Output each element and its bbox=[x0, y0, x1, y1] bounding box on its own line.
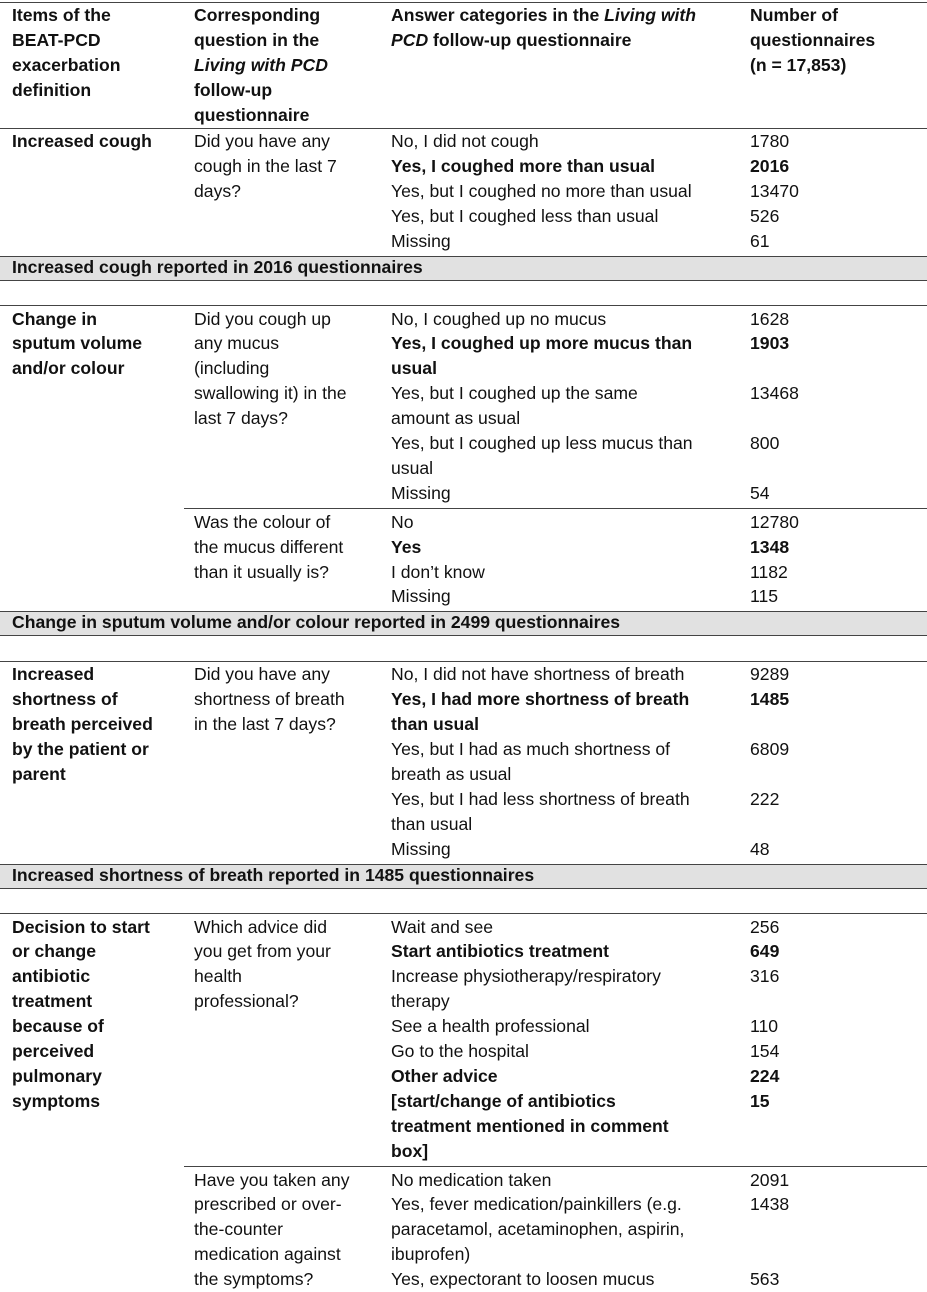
row-item-label: parent bbox=[12, 763, 66, 784]
answer-count: 13470 bbox=[750, 180, 799, 201]
row-question-text: (including bbox=[194, 358, 270, 379]
row-item-label: pulmonary bbox=[12, 1065, 102, 1086]
answer-category: Start antibiotics treatment bbox=[391, 941, 610, 962]
row-item-label: by the patient or bbox=[12, 739, 149, 759]
answer-count: 15 bbox=[750, 1090, 770, 1111]
answer-category: Wait and see bbox=[391, 916, 494, 937]
answer-count: 115 bbox=[750, 586, 779, 607]
answer-category: Go to the hospital bbox=[391, 1041, 529, 1061]
answer-category: No bbox=[391, 511, 414, 532]
answer-category: Increase physiotherapy/respiratory bbox=[391, 966, 661, 987]
header-question-label: question in the bbox=[194, 29, 320, 50]
answer-category: Missing bbox=[391, 586, 451, 607]
header-question-label: follow-up bbox=[194, 79, 273, 100]
answer-category: Yes, but I had less shortness of breath bbox=[391, 788, 690, 809]
row-question-text: you get from your bbox=[194, 941, 331, 962]
header-question-label: questionnaire bbox=[194, 104, 310, 125]
answer-count: 2091 bbox=[750, 1169, 790, 1190]
answer-category: No medication taken bbox=[391, 1169, 552, 1190]
answer-category: usual bbox=[391, 457, 434, 478]
answer-count: 1903 bbox=[750, 333, 790, 354]
answer-count: 649 bbox=[750, 941, 780, 962]
answer-count: 1438 bbox=[750, 1194, 790, 1215]
answer-count: 2016 bbox=[750, 155, 790, 176]
answer-category: therapy bbox=[391, 991, 450, 1012]
answer-count: 1485 bbox=[750, 689, 790, 710]
question-divider bbox=[184, 1166, 927, 1167]
row-question-text: Did you have any bbox=[194, 131, 330, 151]
row-item-label: antibiotic bbox=[12, 966, 91, 987]
row-question-text: Did you cough up bbox=[194, 308, 331, 329]
answer-category: Yes, but I coughed no more than usual bbox=[391, 180, 692, 201]
answer-count: 224 bbox=[750, 1065, 780, 1086]
answer-category: Yes, but I coughed up the same bbox=[391, 383, 638, 404]
answer-count: 1628 bbox=[750, 308, 790, 329]
row-question-text: the mucus different bbox=[194, 536, 344, 557]
row-item-label: Decision to start bbox=[12, 916, 150, 937]
summary-bottom-border bbox=[0, 635, 927, 636]
answer-category: Missing bbox=[391, 482, 451, 503]
answer-count: 1348 bbox=[750, 536, 790, 557]
row-item-label: perceived bbox=[12, 1041, 95, 1061]
answer-category: No, I did not have shortness of breath bbox=[391, 664, 685, 685]
row-item-label: symptoms bbox=[12, 1090, 100, 1111]
row-item-label: because of bbox=[12, 1016, 104, 1037]
row-item-label: and/or colour bbox=[12, 358, 125, 379]
answer-count: 13468 bbox=[750, 383, 799, 404]
row-question-text: shortness of breath bbox=[194, 689, 345, 710]
header-count-label: (n = 17,853) bbox=[750, 54, 847, 75]
row-question-text: health bbox=[194, 966, 242, 987]
row-question-text: in the last 7 days? bbox=[194, 714, 336, 735]
header-item-label: Items of the bbox=[12, 5, 111, 25]
answer-count: 800 bbox=[750, 433, 780, 453]
row-item-label: breath perceived bbox=[12, 714, 153, 735]
answer-category: I don’t know bbox=[391, 561, 485, 582]
summary-text: Increased shortness of breath reported in 1485 questionnaires bbox=[12, 864, 535, 885]
header-question-label: Living with PCD bbox=[194, 54, 328, 75]
row-item-label: or change bbox=[12, 941, 97, 962]
summary-text: Change in sputum volume and/or colour reported in 2499 questionnaires bbox=[12, 612, 621, 633]
row-question-text: Which advice did bbox=[194, 916, 327, 937]
row-question-text: last 7 days? bbox=[194, 408, 288, 429]
row-question-text: medication against bbox=[194, 1244, 341, 1265]
row-question-text: Was the colour of bbox=[194, 511, 331, 532]
row-question-text: swallowing it) in the bbox=[194, 383, 347, 404]
answer-category: than usual bbox=[391, 813, 473, 834]
answer-count: 110 bbox=[750, 1016, 779, 1037]
answer-category: Yes, but I coughed up less mucus than bbox=[391, 433, 693, 453]
answer-count: 256 bbox=[750, 916, 780, 937]
answer-count: 154 bbox=[750, 1041, 780, 1061]
answer-category: No, I did not cough bbox=[391, 131, 539, 151]
answer-category: usual bbox=[391, 358, 437, 379]
answer-category: than usual bbox=[391, 714, 479, 735]
row-question-text: cough in the last 7 bbox=[194, 155, 337, 176]
header-count-label: Number of bbox=[750, 5, 838, 25]
question-divider bbox=[184, 508, 927, 509]
row-question-text: professional? bbox=[194, 991, 299, 1012]
row-question-text: Did you have any bbox=[194, 664, 330, 685]
answer-category: [start/change of antibiotics bbox=[391, 1090, 616, 1111]
answer-category: treatment mentioned in comment bbox=[391, 1115, 669, 1136]
answer-category: No, I coughed up no mucus bbox=[391, 308, 607, 329]
answer-count: 54 bbox=[750, 482, 770, 503]
summary-text: Increased cough reported in 2016 questionnaires bbox=[12, 256, 423, 277]
answer-category: Other advice bbox=[391, 1065, 498, 1086]
header-item-label: BEAT-PCD bbox=[12, 29, 101, 50]
answer-category: amount as usual bbox=[391, 408, 521, 429]
header-answer-label: Answer categories in the Living with bbox=[391, 5, 697, 25]
row-question-text: any mucus bbox=[194, 333, 280, 354]
summary-bottom-border bbox=[0, 280, 927, 281]
answer-category: breath as usual bbox=[391, 763, 512, 784]
row-item-label: treatment bbox=[12, 991, 93, 1012]
answer-category: ibuprofen) bbox=[391, 1244, 471, 1265]
row-question-text: than it usually is? bbox=[194, 561, 329, 582]
answer-category: Yes, I coughed more than usual bbox=[391, 155, 655, 176]
answer-category: Yes bbox=[391, 536, 422, 557]
answer-category: Yes, but I had as much shortness of bbox=[391, 739, 671, 759]
answer-category: Yes, I had more shortness of breath bbox=[391, 689, 690, 710]
row-item-label: Increased bbox=[12, 664, 95, 685]
row-question-text: Have you taken any bbox=[194, 1169, 350, 1190]
answer-count: 1182 bbox=[750, 561, 788, 582]
answer-category: Yes, expectorant to loosen mucus bbox=[391, 1269, 655, 1290]
row-item-label: Increased cough bbox=[12, 131, 152, 151]
answer-count: 6809 bbox=[750, 739, 790, 759]
row-question-text: days? bbox=[194, 180, 241, 201]
answer-count: 1780 bbox=[750, 131, 790, 151]
answer-count: 12780 bbox=[750, 511, 799, 532]
answer-category: Missing bbox=[391, 230, 451, 251]
header-item-label: exacerbation bbox=[12, 54, 121, 75]
summary-bottom-border bbox=[0, 888, 927, 889]
row-item-label: sputum volume bbox=[12, 333, 143, 354]
row-question-text: prescribed or over- bbox=[194, 1194, 342, 1215]
answer-category: box] bbox=[391, 1140, 429, 1161]
header-question-label: Corresponding bbox=[194, 5, 321, 25]
row-question-text: the symptoms? bbox=[194, 1269, 314, 1290]
answer-category: Yes, fever medication/painkillers (e.g. bbox=[391, 1194, 682, 1215]
answer-count: 48 bbox=[750, 838, 770, 859]
answer-count: 61 bbox=[750, 230, 770, 251]
header-answer-label: PCD follow-up questionnaire bbox=[391, 29, 632, 50]
answer-count: 222 bbox=[750, 788, 780, 809]
answer-count: 316 bbox=[750, 966, 780, 987]
answer-category: Yes, but I coughed less than usual bbox=[391, 205, 659, 226]
header-item-label: definition bbox=[12, 79, 92, 100]
answer-category: See a health professional bbox=[391, 1016, 590, 1037]
answer-count: 563 bbox=[750, 1269, 780, 1290]
answer-category: Missing bbox=[391, 838, 451, 859]
header-count-label: questionnaires bbox=[750, 29, 876, 50]
answer-count: 9289 bbox=[750, 664, 790, 685]
row-question-text: the-counter bbox=[194, 1219, 283, 1240]
row-item-label: Change in bbox=[12, 308, 98, 329]
answer-category: paracetamol, acetaminophen, aspirin, bbox=[391, 1219, 685, 1240]
answer-count: 526 bbox=[750, 205, 780, 226]
answer-category: Yes, I coughed up more mucus than bbox=[391, 333, 693, 354]
row-item-label: shortness of bbox=[12, 689, 118, 710]
